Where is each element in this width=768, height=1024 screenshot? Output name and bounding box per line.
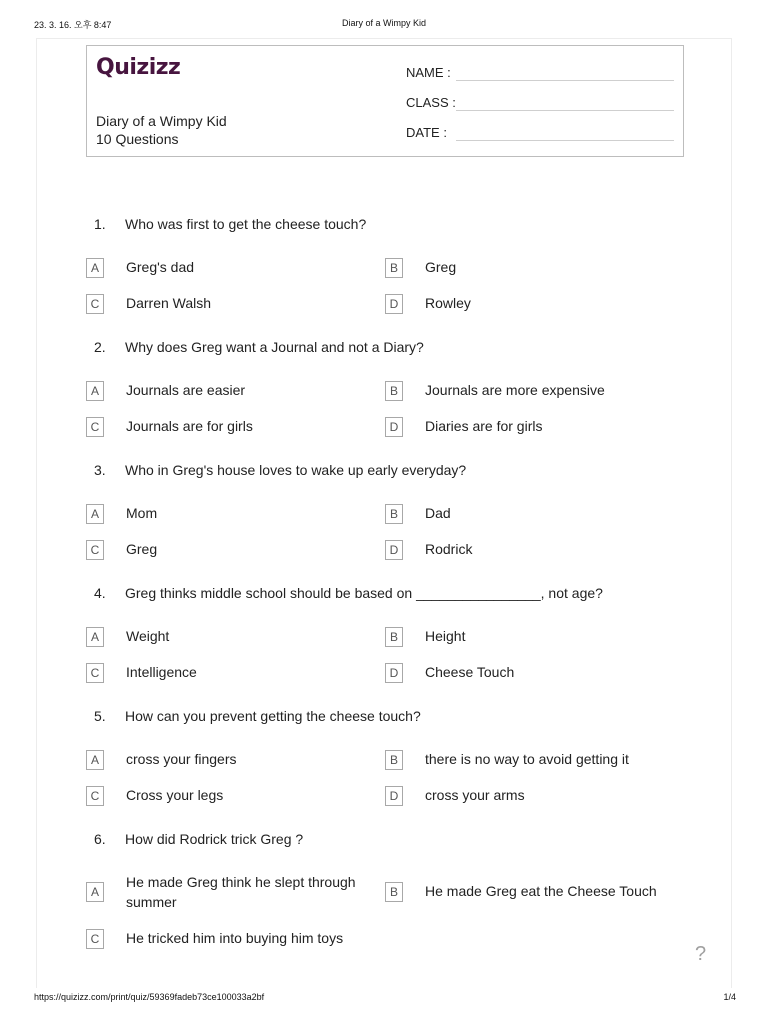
option-letter-box: D	[385, 663, 403, 683]
option-text: Rowley	[425, 295, 471, 311]
option-letter-box: C	[86, 929, 104, 949]
option-text: Cross your legs	[126, 787, 224, 803]
question-text: Greg thinks middle school should be based on ________________, not age?	[125, 585, 603, 601]
option-letter-box: C	[86, 663, 104, 683]
option-letter-box: B	[385, 381, 403, 401]
name-label: NAME :	[406, 65, 451, 80]
option-text: He tricked him into buying him toys	[126, 930, 344, 946]
option-letter-box: C	[86, 786, 104, 806]
class-label: CLASS :	[406, 95, 456, 110]
question-number: 6.	[94, 831, 106, 847]
question-count: 10 Questions	[96, 131, 179, 147]
question-number: 2.	[94, 339, 106, 355]
class-field	[406, 93, 676, 113]
option-text: Rodrick	[425, 541, 473, 557]
print-date: 23. 3. 16. 오후 8:47	[34, 20, 112, 30]
question-number: 4.	[94, 585, 106, 601]
option-text: He made Greg think he slept through summer	[126, 874, 356, 910]
option-letter-box: A	[86, 750, 104, 770]
option-text: cross your fingers	[126, 751, 237, 767]
quiz-title: Diary of a Wimpy Kid	[96, 113, 227, 129]
option-text: Mom	[126, 505, 158, 521]
option-text: Greg's dad	[126, 259, 195, 275]
option-letter-box: A	[86, 504, 104, 524]
page-indicator: 1/4	[723, 992, 736, 1002]
option-letter-box: A	[86, 627, 104, 647]
option-letter-box: D	[385, 786, 403, 806]
option-text: Journals are more expensive	[425, 382, 605, 398]
print-title: Diary of a Wimpy Kid	[341, 18, 427, 28]
option-letter-box: B	[385, 750, 403, 770]
option-letter-box: B	[385, 258, 403, 278]
print-header	[0, 18, 768, 32]
option-letter-box: B	[385, 882, 403, 902]
help-icon[interactable]: ?	[695, 943, 707, 965]
question-text: How can you prevent getting the cheese touch?	[125, 708, 421, 724]
question-text: Why does Greg want a Journal and not a Diary?	[125, 339, 424, 355]
option-letter-box: A	[86, 258, 104, 278]
option-text: Greg	[425, 259, 457, 275]
option-text: Dad	[425, 505, 451, 521]
option-letter-box: A	[86, 381, 104, 401]
date-field	[406, 123, 676, 143]
quizizz-logo: Quizizz	[96, 55, 181, 80]
date-line	[456, 140, 674, 141]
option-letter-box: B	[385, 504, 403, 524]
question-text: How did Rodrick trick Greg ?	[125, 831, 304, 847]
name-field	[406, 63, 676, 83]
option-text: Weight	[126, 628, 170, 644]
option-text: Cheese Touch	[425, 664, 515, 680]
option-text: Intelligence	[126, 664, 197, 680]
question-text: Who was first to get the cheese touch?	[125, 216, 367, 232]
print-footer	[0, 992, 768, 1006]
option-letter-box: C	[86, 540, 104, 560]
option-text: Greg	[126, 541, 158, 557]
option-letter-box: D	[385, 417, 403, 437]
class-line	[456, 110, 674, 111]
option-letter-box: D	[385, 540, 403, 560]
question-text: Who in Greg's house loves to wake up early everyday?	[125, 462, 467, 478]
option-letter-box: C	[86, 294, 104, 314]
date-label: DATE :	[406, 125, 447, 140]
print-url: https://quizizz.com/print/quiz/59369fadeb73ce100033a2bf	[34, 992, 265, 1002]
name-line	[456, 80, 674, 81]
question-number: 1.	[94, 216, 106, 232]
option-text: Height	[425, 628, 466, 644]
option-text: He made Greg eat the Cheese Touch	[425, 883, 657, 899]
option-text: Journals are for girls	[126, 418, 253, 434]
option-letter-box: A	[86, 882, 104, 902]
option-text: there is no way to avoid getting it	[425, 751, 629, 767]
option-text: cross your arms	[425, 787, 525, 803]
question-number: 3.	[94, 462, 106, 478]
option-letter-box: D	[385, 294, 403, 314]
option-letter-box: C	[86, 417, 104, 437]
option-text: Darren Walsh	[126, 295, 212, 311]
option-text: Diaries are for girls	[425, 418, 543, 434]
option-text: Journals are easier	[126, 382, 246, 398]
option-letter-box: B	[385, 627, 403, 647]
worksheet-header-box	[86, 45, 684, 157]
question-number: 5.	[94, 708, 106, 724]
